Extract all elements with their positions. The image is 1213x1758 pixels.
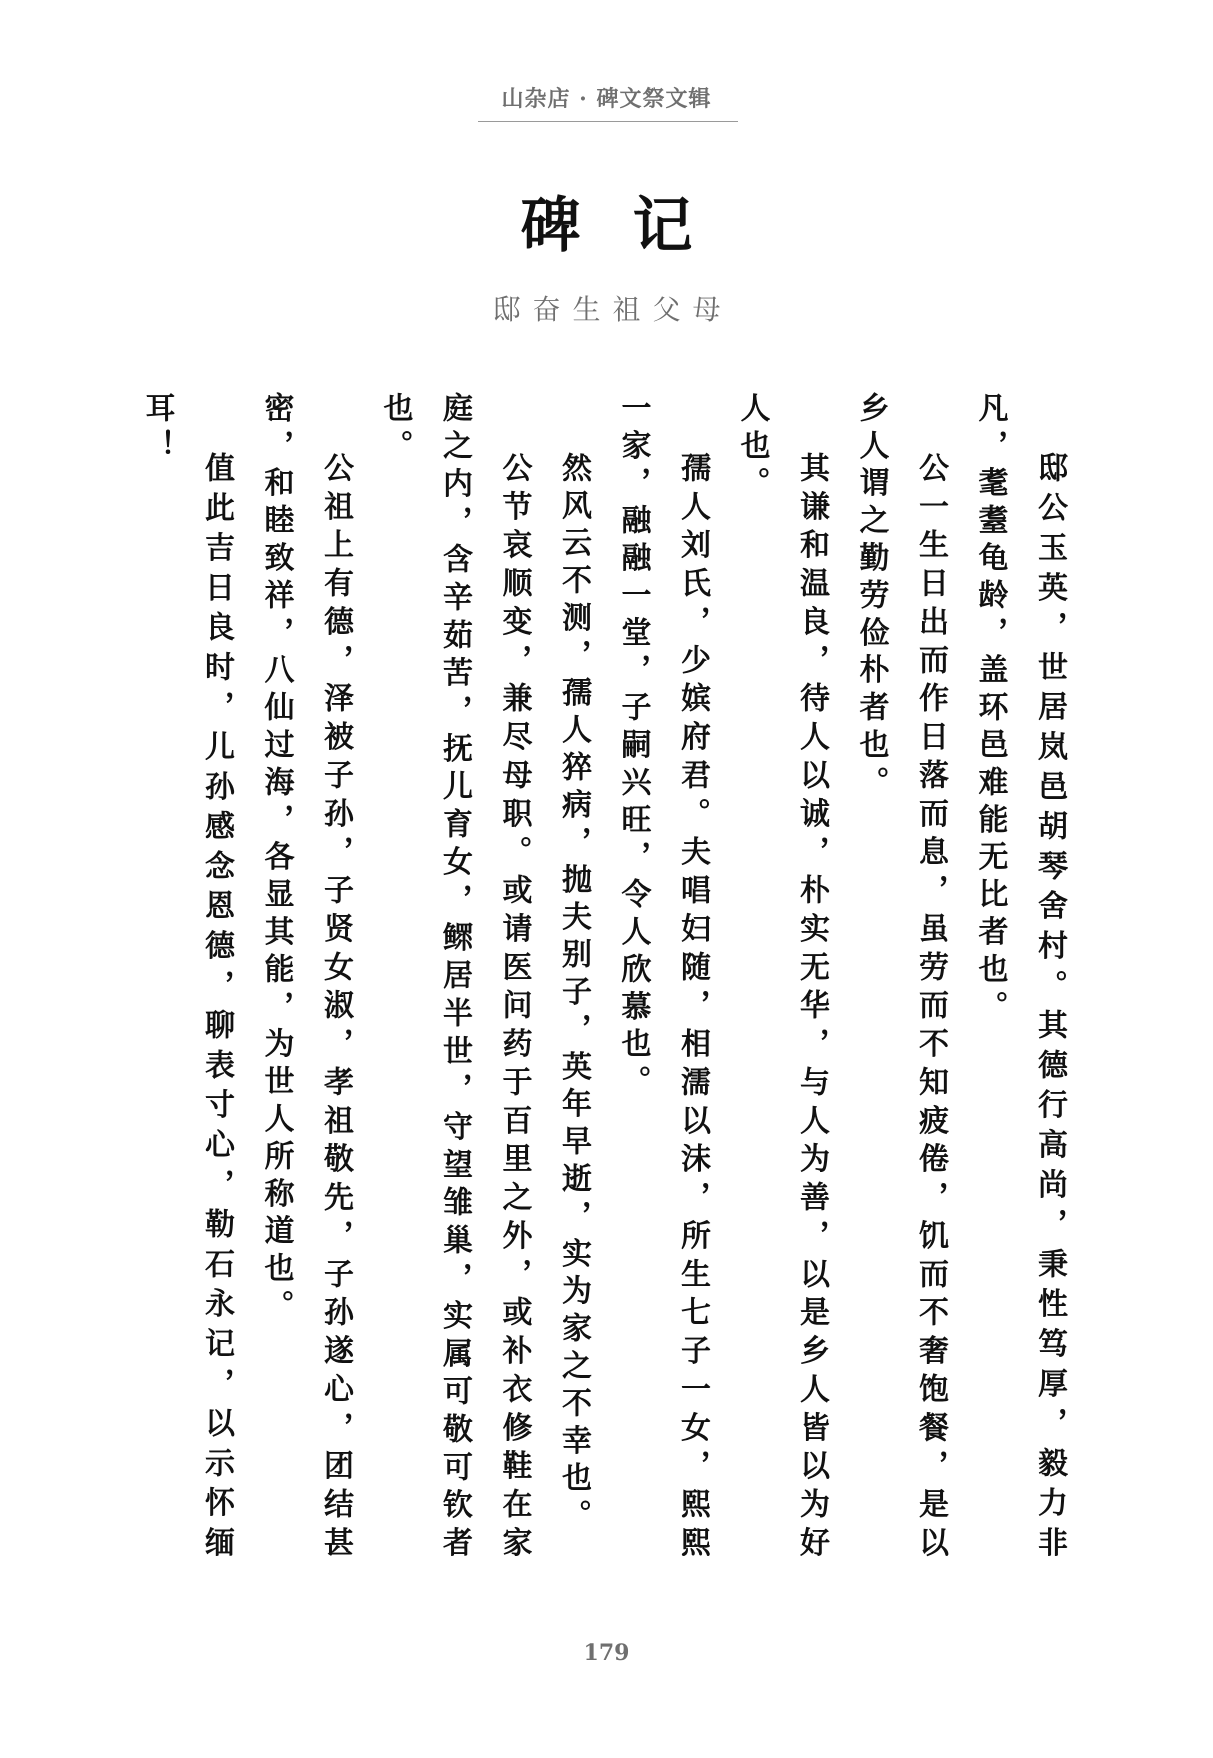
paragraph: 邸公玉英，世居岚邑胡琴舍村。其德行高尚，秉性笃厚，毅力非凡，耄耋龟龄，盖环邑难能无比者也。 xyxy=(972,392,1067,1564)
running-header: 山杂店 · 碑文祭文辑 xyxy=(501,86,712,112)
paragraph: 值此吉日良时，儿孙感念恩德，聊表寸心，勒石永记，以示怀缅耳！ xyxy=(139,392,234,1564)
paragraph: 然风云不测，孺人猝病，抛夫别子，英年早逝，实为家之不幸也。 xyxy=(556,452,591,1537)
header-divider xyxy=(478,121,738,122)
vertical-body-text xyxy=(127,392,1079,1564)
paragraph: 公节哀顺变，兼尽母职。或请医问药于百里之外，或补衣修鞋在家庭之内，含辛茹苦，抚儿育女，鳏居半世，守望雏巢，实属可敬可钦者也。 xyxy=(377,392,532,1564)
page-subtitle: 邸奋生祖父母 xyxy=(492,293,733,326)
paragraph: 公一生日出而作日落而息，虽劳而不知疲倦，饥而不奢饱餐，是以乡人谓之勤劳俭朴者也。 xyxy=(853,392,948,1564)
paragraph: 孺人刘氏，少嫔府君。夫唱妇随，相濡以沫，所生七子一女，熙熙一家，融融一堂，子嗣兴旺，令人欣慕也。 xyxy=(615,392,710,1564)
paragraph: 公祖上有德，泽被子孙，子贤女淑，孝祖敬先，子孙遂心，团结甚密，和睦致祥，八仙过海，各显其能，为世人所称道也。 xyxy=(258,392,353,1564)
paragraph: 其谦和温良，待人以诚，朴实无华，与人为善，以是乡人皆以为好人也。 xyxy=(734,392,829,1564)
page-number: 179 xyxy=(583,1640,630,1666)
page-title: 碑记 xyxy=(520,191,745,261)
